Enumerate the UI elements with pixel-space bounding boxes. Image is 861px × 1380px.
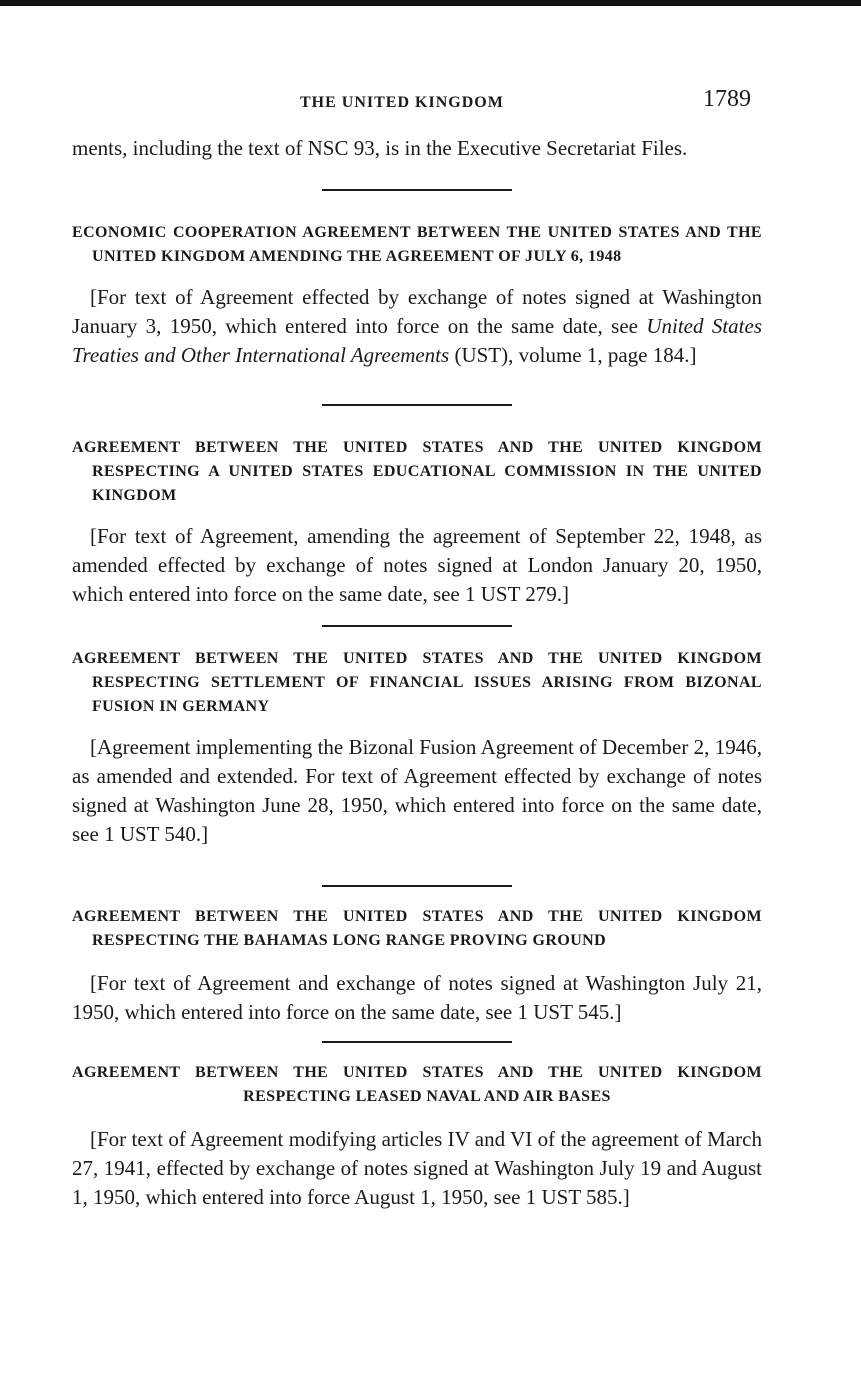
- section-divider: [322, 189, 512, 191]
- section-heading: AGREEMENT BETWEEN THE UNITED STATES AND THE UNITED KINGDOM RESPECTING A UNITED STATES EDUCATIONAL COMMISSION IN THE UNITED KINGDOM: [72, 439, 762, 504]
- running-head-title: THE UNITED KINGDOM: [300, 94, 504, 111]
- section-body: [Agreement implementing the Bizonal Fusion Agreement of December 2, 1946, as amended and extended. For text of Agreement effected by exchange of notes signed at Washington June 28, 1950, which entered into force on the same date, see 1 UST 540.]: [72, 735, 762, 846]
- section-educational-commission-agreement: [72, 404, 762, 609]
- section-economic-cooperation-agreement: [72, 189, 762, 370]
- section-leased-bases-agreement: [72, 1041, 762, 1212]
- continued-paragraph: ments, including the text of NSC 93, is in the Executive Secretariat Files.: [72, 136, 688, 160]
- publication-title: United States Treaties and Other International Agreements: [72, 314, 763, 367]
- body-text: (UST), volume 1, page 184.]: [449, 343, 697, 367]
- section-body: [For text of Agreement modifying articles IV and VI of the agreement of March 27, 1941, effected by exchange of notes signed at Washington July 19 and August 1, 1950, which entered into force August 1, 1950, see 1 UST 585.]: [72, 1127, 762, 1209]
- section-heading: AGREEMENT BETWEEN THE UNITED STATES AND THE UNITED KINGDOM RESPECTING LEASED NAVAL AND AIR BASES: [72, 1064, 762, 1105]
- section-heading: ECONOMIC COOPERATION AGREEMENT BETWEEN THE UNITED STATES AND THE UNITED KINGDOM AMENDING THE AGREEMENT OF JULY 6, 1948: [72, 224, 762, 265]
- section-divider: [322, 625, 512, 627]
- section-heading: AGREEMENT BETWEEN THE UNITED STATES AND THE UNITED KINGDOM RESPECTING THE BAHAMAS LONG RANGE PROVING GROUND: [72, 908, 762, 949]
- section-body: [For text of Agreement and exchange of notes signed at Washington July 21, 1950, which entered into force on the same date, see 1 UST 545.]: [72, 971, 762, 1024]
- section-heading: AGREEMENT BETWEEN THE UNITED STATES AND THE UNITED KINGDOM RESPECTING SETTLEMENT OF FINANCIAL ISSUES ARISING FROM BIZONAL FUSION IN GERMANY: [72, 650, 762, 715]
- section-body: [72, 283, 762, 370]
- section-divider: [322, 404, 512, 406]
- section-bizonal-fusion-agreement: [72, 625, 762, 849]
- section-divider: [322, 885, 512, 887]
- body-text: [For text of Agreement effected by exchange of notes signed at Washington January 3, 1950, which entered into force on the same date, see: [72, 285, 762, 338]
- section-divider: [322, 1041, 512, 1043]
- section-body: [For text of Agreement, amending the agreement of September 22, 1948, as amended effected by exchange of notes signed at London January 20, 1950, which entered into force on the same date, see 1 UST 279.]: [72, 524, 762, 606]
- page-body: [72, 134, 762, 1212]
- page-top-border: [0, 0, 861, 6]
- section-bahamas-proving-ground-agreement: [72, 885, 762, 1027]
- running-head: [0, 86, 861, 122]
- page-number: 1789: [703, 86, 751, 112]
